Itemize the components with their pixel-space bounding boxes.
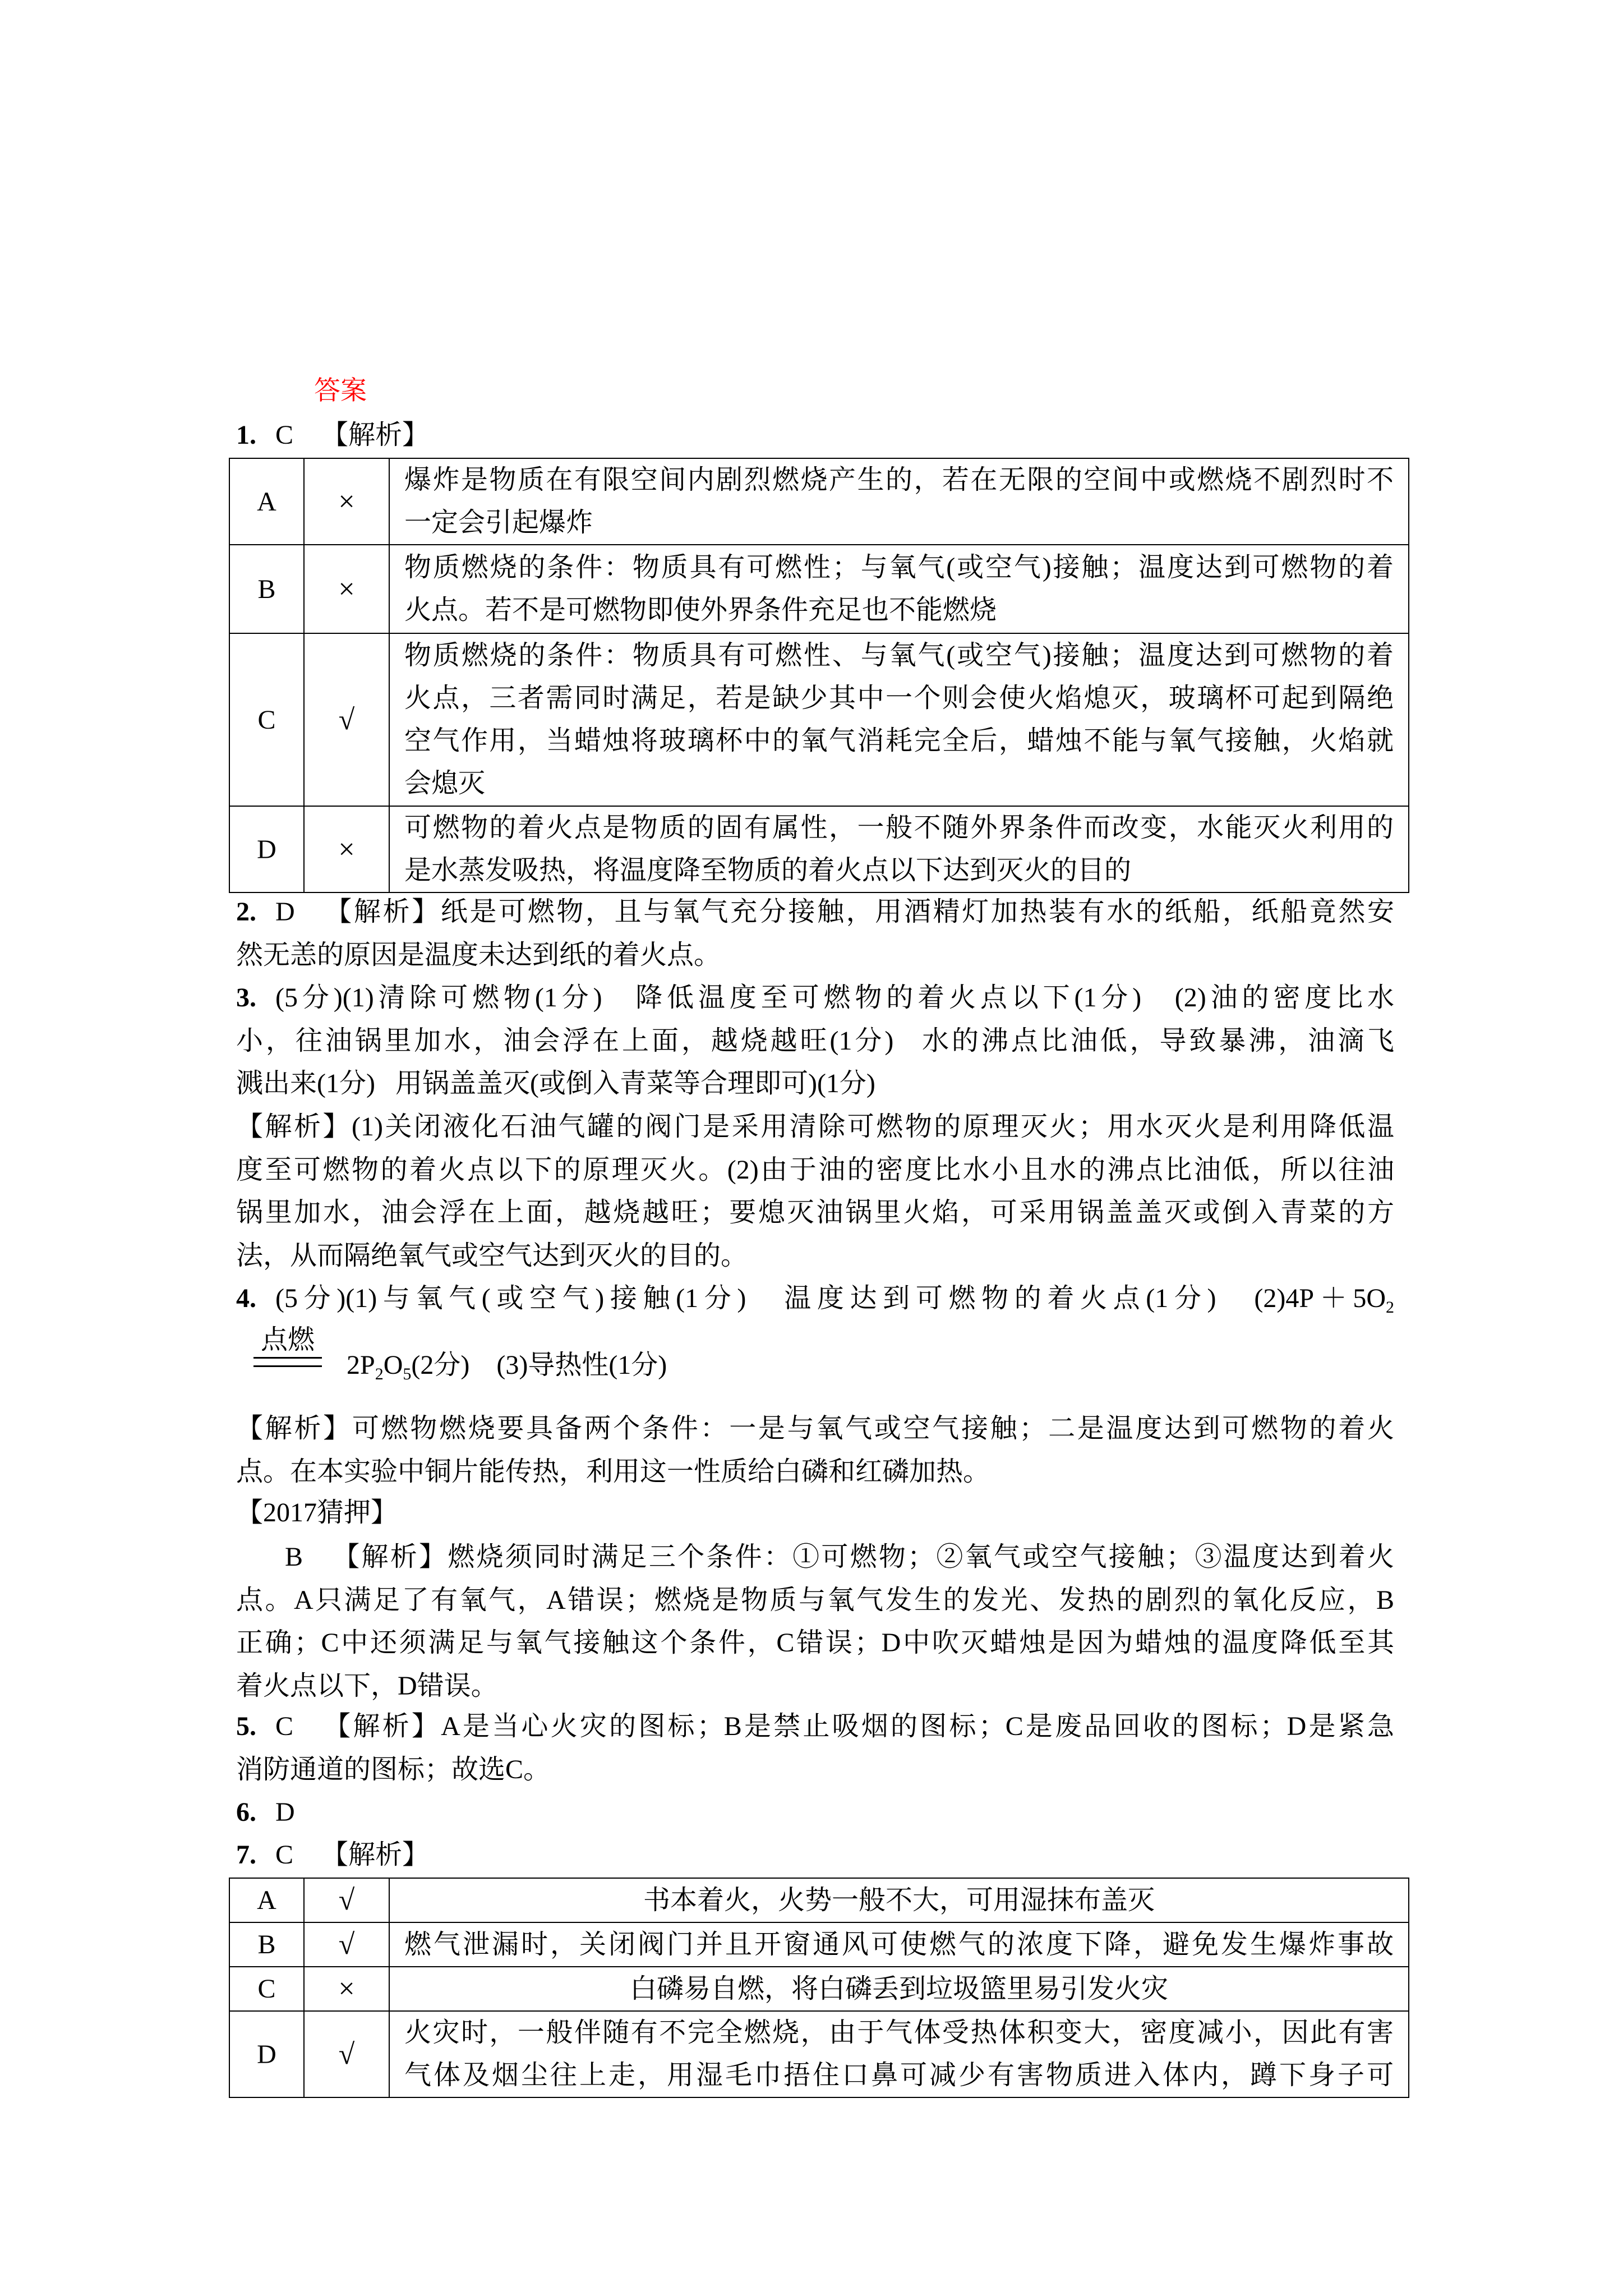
option-letter: B xyxy=(229,1922,304,1967)
q4-answer xyxy=(236,1277,1394,1320)
explanation-line: 可燃物的着火点是物质的固有属性，一般不随外界条件而改变，水能灭火利用的 xyxy=(404,813,1394,843)
option-row-c xyxy=(229,633,1409,806)
answer-heading: 答案 xyxy=(314,376,367,406)
analysis-line: 锅里加水，油会浮在上面，越烧越旺；要熄灭油锅里火焰，可采用锅盖盖灭或倒入青菜的方 xyxy=(236,1198,1394,1227)
option-letter: B xyxy=(229,545,304,633)
option-row-d xyxy=(229,2011,1409,2097)
analysis-tag: 【解析】 xyxy=(321,420,430,450)
explanation-line: 会熄灭 xyxy=(404,769,486,798)
option-row-a xyxy=(229,1878,1409,1922)
analysis-line: 点。在本实验中铜片能传热，利用这一性质给白磷和红磷加热。 xyxy=(236,1456,990,1487)
verdict-mark: √ xyxy=(304,1878,389,1922)
explanation-line: 爆炸是物质在有限空间内剧烈燃烧产生的，若在无限的空间中或燃烧不剧烈时不 xyxy=(404,465,1394,495)
question-number: 6. xyxy=(236,1797,256,1827)
answer-text: (5分)(1)与氧气(或空气)接触(1分) 温度达到可燃物的着火点(1分) (2)4P＋5O xyxy=(275,1283,1386,1313)
q1-header xyxy=(236,414,1394,457)
answer-line xyxy=(236,1277,1394,1320)
option-letter: D xyxy=(229,806,304,892)
q6-answer xyxy=(236,1791,1394,1834)
question-number: 1. xyxy=(236,420,256,450)
q1-header-line xyxy=(236,414,1394,457)
explanation-line: 气体及烟尘往上走，用湿毛巾捂住口鼻可减少有害物质进入体内，蹲下身子可 xyxy=(404,2060,1394,2090)
verdict-mark: × xyxy=(304,1967,389,2011)
answer-choice: D xyxy=(275,897,295,927)
option-explanation xyxy=(389,2011,1409,2097)
analysis-line: 【解析】(1)关闭液化石油气罐的阀门是采用清除可燃物的原理灭火；用水灭火是利用降低温 xyxy=(236,1112,1394,1142)
guess-section xyxy=(236,1492,1394,1535)
answer-line: 小，往油锅里加水，油会浮在上面，越烧越旺(1分) 水的沸点比油低，导致暴沸，油滴飞 xyxy=(236,1025,1394,1056)
answer-line: 消防通道的图标；故选C。 xyxy=(236,1754,551,1784)
option-row-b xyxy=(229,1922,1409,1967)
option-letter: A xyxy=(229,458,304,545)
explanation-line: 是水蒸发吸热，将温度降至物质的着火点以下达到灭火的目的 xyxy=(404,855,1132,885)
explanation-line: 物质燃烧的条件：物质具有可燃性、与氧气(或空气)接触；温度达到可燃物的着 xyxy=(404,641,1394,670)
answer-line xyxy=(236,891,1394,934)
q2-answer xyxy=(236,891,1394,977)
answer-text: (2分) (3)导热性(1分) xyxy=(411,1350,667,1380)
verdict-mark: × xyxy=(304,545,389,633)
analysis-tag: 【解析】 xyxy=(321,1840,430,1870)
analysis-text: 【解析】A是当心火灾的图标；B是禁止吸烟的图标；C是废品回收的图标；D是紧急 xyxy=(321,1711,1394,1741)
analysis-line: 度至可燃物的着火点以下的原理灭火。(2)由于油的密度比水小且水的沸点比油低，所以往油 xyxy=(236,1154,1394,1185)
question-number: 2. xyxy=(236,897,256,927)
option-letter: C xyxy=(229,1967,304,2011)
verdict-mark: × xyxy=(304,458,389,545)
explanation-line: 燃气泄漏时，关闭阀门并且开窗通风可使燃气的浓度下降，避免发生爆炸事故 xyxy=(404,1929,1394,1959)
explanation-line: 空气作用，当蜡烛将玻璃杯中的氧气消耗完全后，蜡烛不能与氧气接触，火焰就 xyxy=(404,726,1394,756)
explanation-line: 书本着火，火势一般不大，可用湿抹布盖灭 xyxy=(643,1885,1155,1915)
verdict-mark: √ xyxy=(304,2011,389,2097)
answer-line xyxy=(236,977,1394,1020)
question-number: 7. xyxy=(236,1840,256,1870)
option-explanation xyxy=(389,545,1409,633)
answer-line: 点。A只满足了有氧气，A错误；燃烧是物质与氧气发生的发光、发热的剧烈的氧化反应，B xyxy=(236,1585,1394,1615)
question-number: 4. xyxy=(236,1283,256,1313)
section-title: 【2017猜押】 xyxy=(236,1498,398,1527)
analysis-line: 【解析】可燃物燃烧要具备两个条件：一是与氧气或空气接触；二是温度达到可燃物的着火 xyxy=(236,1414,1394,1443)
reaction-product xyxy=(347,1344,667,1387)
verdict-mark: √ xyxy=(304,633,389,806)
explanation-line: 物质燃烧的条件：物质具有可燃性；与氧气(或空气)接触；温度达到可燃物的着 xyxy=(404,553,1394,582)
formula-part: 2P xyxy=(347,1350,375,1380)
option-row-a xyxy=(229,458,1409,545)
analysis-text: 【解析】燃烧须同时满足三个条件：①可燃物；②氧气或空气接触；③温度达到着火 xyxy=(331,1542,1394,1572)
answer-line xyxy=(236,1834,1394,1877)
q3-answer xyxy=(236,977,1394,1106)
answer-line: 正确；C中还须满足与氧气接触这个条件，C错误；D中吹灭蜡烛是因为蜡烛的温度降低至其 xyxy=(236,1628,1394,1658)
option-explanation xyxy=(389,1967,1409,2011)
q5-answer xyxy=(236,1705,1394,1791)
guess-answer xyxy=(236,1536,1394,1708)
option-letter: A xyxy=(229,1878,304,1922)
subscript: 2 xyxy=(375,1365,384,1383)
q3-analysis xyxy=(236,1106,1394,1277)
answer-choice: B xyxy=(285,1542,303,1572)
explanation-line: 火点。若不是可燃物即使外界条件充足也不能燃烧 xyxy=(404,595,997,625)
equation-double-line xyxy=(253,1357,322,1367)
option-letter: D xyxy=(229,2011,304,2097)
question-number: 3. xyxy=(236,983,256,1013)
reaction-condition xyxy=(253,1323,322,1367)
verdict-mark: × xyxy=(304,806,389,892)
option-letter: C xyxy=(229,633,304,806)
option-row-c xyxy=(229,1967,1409,2011)
explanation-line: 一定会引起爆炸 xyxy=(404,508,593,537)
answer-line xyxy=(236,1705,1394,1749)
option-row-d xyxy=(229,806,1409,892)
q7-answer xyxy=(236,1834,1394,1877)
analysis-line: 法，从而隔绝氧气或空气达到灭火的目的。 xyxy=(236,1240,748,1271)
explanation-line: 火灾时，一般伴随有不完全燃烧，由于气体受热体积变大，密度减小，因此有害 xyxy=(404,2018,1394,2047)
q4-analysis xyxy=(236,1407,1394,1493)
condition-label: 点燃 xyxy=(260,1325,315,1355)
option-explanation xyxy=(389,458,1409,545)
option-explanation xyxy=(389,633,1409,806)
answer-choice: C xyxy=(275,420,294,450)
answer-line xyxy=(236,1791,1394,1834)
explanation-line: 白磷易自燃，将白磷丢到垃圾篮里易引发火灾 xyxy=(629,1973,1168,2004)
subscript: 5 xyxy=(403,1365,412,1383)
formula-part: O xyxy=(383,1350,403,1380)
q7-option-table xyxy=(229,1878,1409,2098)
question-number: 5. xyxy=(236,1711,256,1741)
answer-line: 着火点以下，D错误。 xyxy=(236,1671,498,1701)
answer-choice: C xyxy=(275,1840,294,1870)
verdict-mark: √ xyxy=(304,1922,389,1967)
answer-line: 然无恙的原因是温度未达到纸的着火点。 xyxy=(236,940,721,970)
subscript: 2 xyxy=(1386,1298,1394,1317)
answer-line xyxy=(236,1536,1394,1579)
answer-choice: C xyxy=(275,1711,294,1741)
answer-text: (5分)(1)清除可燃物(1分) 降低温度至可燃物的着火点以下(1分) (2)油的密度比水 xyxy=(275,983,1394,1013)
explanation-line: 火点，三者需同时满足，若是缺少其中一个则会使火焰熄灭，玻璃杯可起到隔绝 xyxy=(404,683,1394,713)
answer-choice: D xyxy=(275,1797,295,1827)
option-explanation xyxy=(389,806,1409,892)
option-explanation xyxy=(389,1878,1409,1922)
analysis-text: 【解析】纸是可燃物，且与氧气充分接触，用酒精灯加热装有水的纸船，纸船竟然安 xyxy=(322,897,1394,927)
q1-option-table xyxy=(229,458,1409,893)
option-row-b xyxy=(229,545,1409,633)
answer-line: 溅出来(1分) 用锅盖盖灭(或倒入青菜等合理即可)(1分) xyxy=(236,1069,875,1098)
option-explanation xyxy=(389,1922,1409,1967)
